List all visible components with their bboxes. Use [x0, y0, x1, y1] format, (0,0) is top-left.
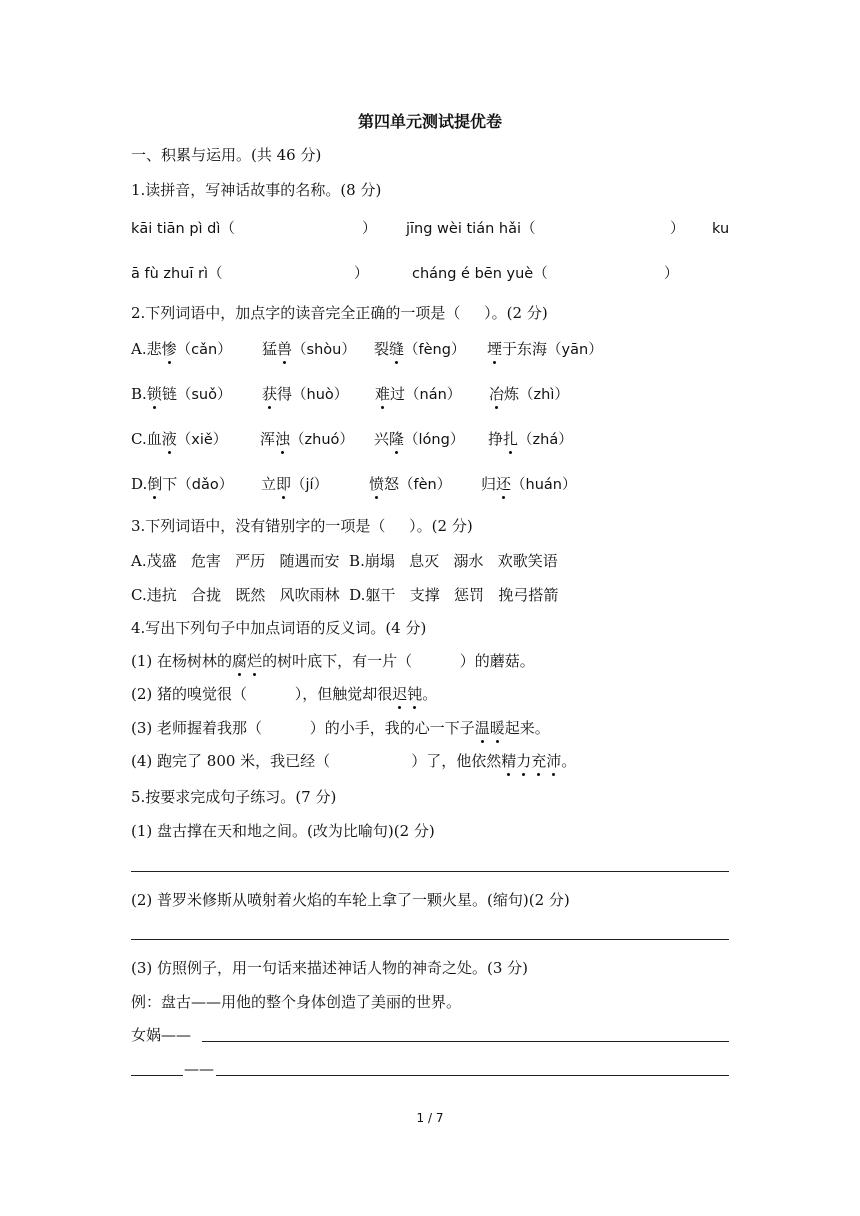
- dotted-char: 烂: [247, 652, 263, 670]
- q5-part-3: (3) 仿照例子，用一句话来描述神话人物的神奇之处。(3 分): [131, 959, 529, 977]
- question-4-stem: 4.写出下列句子中加点词语的反义词。(4 分): [131, 619, 427, 637]
- q2-option-item: [131, 384, 231, 405]
- dotted-char: 倒: [147, 475, 163, 493]
- word-text: 猛: [262, 340, 278, 358]
- pinyin-reading: （nán）: [405, 387, 462, 403]
- sentence-text: 。: [561, 752, 577, 770]
- q2-option-item: [374, 339, 465, 360]
- pinyin-reading: （zhuó）: [290, 432, 354, 448]
- question-5-stem: 5.按要求完成句子练习。(7 分): [131, 788, 337, 806]
- q2-option-item: [489, 384, 569, 405]
- word-text: 于东海: [502, 340, 548, 358]
- q4-sentence-4: [131, 751, 576, 771]
- q1-pinyin-changebenyue: cháng é bēn yuè（: [412, 266, 548, 282]
- pinyin-reading: （shòu）: [292, 342, 356, 358]
- dotted-char: 浊: [275, 430, 291, 448]
- q2-option-item: [488, 429, 573, 450]
- dotted-char: 沛: [546, 752, 562, 770]
- word-text: 链: [161, 385, 177, 403]
- pinyin-reading: （dǎo）: [177, 477, 234, 493]
- dotted-char: 惨: [161, 340, 177, 358]
- q5-nuwa-label: 女娲——: [131, 1026, 192, 1044]
- sentence-text: 。: [422, 685, 438, 703]
- sentence-text: 的树叶底下，有一片（ ）的蘑菇。: [262, 652, 535, 670]
- word-text: 炼: [504, 385, 520, 403]
- word-text: 过: [390, 385, 406, 403]
- q2-option-item: [262, 339, 356, 360]
- dotted-char: 难: [375, 385, 391, 403]
- dotted-char: 兽: [277, 340, 293, 358]
- word-text: 立: [261, 475, 277, 493]
- word-text: 浑: [260, 430, 276, 448]
- pinyin-reading: （fèn）: [399, 477, 452, 493]
- word-text: 归: [481, 475, 497, 493]
- q5-dash: ——: [184, 1060, 214, 1078]
- dotted-char: 还: [496, 475, 512, 493]
- q4-sentence-3: [131, 718, 550, 738]
- q2-option-item: [481, 474, 577, 495]
- q2-option-item: [375, 384, 461, 405]
- q1-paren-close: ）: [664, 266, 679, 282]
- dotted-char: 愤: [369, 475, 385, 493]
- pinyin-reading: （fèng）: [404, 342, 466, 358]
- pinyin-reading: （suǒ）: [176, 387, 232, 403]
- word-text: 血: [146, 430, 162, 448]
- q2-option-item: [374, 429, 464, 450]
- dotted-char: 隆: [389, 430, 405, 448]
- word-text: 裂: [374, 340, 390, 358]
- q2-option-item: [131, 429, 227, 450]
- dotted-char: 获: [262, 385, 278, 403]
- dotted-char: 暖: [489, 719, 505, 737]
- pinyin-reading: （xiě）: [176, 432, 228, 448]
- q1-pinyin-jingweitianhai: jīng wèi tián hǎi（: [406, 221, 536, 237]
- answer-line[interactable]: [202, 1041, 729, 1042]
- q2-option-item: [262, 384, 348, 405]
- q1-paren-close: ）: [362, 221, 377, 237]
- pinyin-reading: （cǎn）: [176, 342, 232, 358]
- answer-line[interactable]: [216, 1075, 729, 1076]
- q2-option-item: [131, 339, 232, 360]
- word-text: 怒: [384, 475, 400, 493]
- sentence-text: 起来。: [504, 719, 550, 737]
- sentence-text: (4) 跑完了 800 米，我已经（ ）了，他依然: [131, 752, 502, 770]
- q2-option-item: [487, 339, 603, 360]
- sentence-text: (2) 猪的嗅觉很（ ），但触觉却很: [131, 685, 393, 703]
- dotted-char: 钝: [407, 685, 423, 703]
- dotted-char: 温: [474, 719, 490, 737]
- option-letter: B.: [131, 385, 147, 403]
- pinyin-reading: （huò）: [292, 387, 349, 403]
- dotted-char: 即: [276, 475, 292, 493]
- q1-pinyin-kaitianpidi: kāi tiān pì dì（: [131, 221, 235, 237]
- q4-sentence-1: [131, 651, 535, 671]
- word-text: 挣: [488, 430, 504, 448]
- q2-option-item: [261, 474, 328, 495]
- q5-example: 例：盘古——用他的整个身体创造了美丽的世界。: [131, 993, 462, 1011]
- pinyin-reading: （zhá）: [518, 432, 573, 448]
- answer-line[interactable]: [131, 939, 729, 940]
- dotted-char: 液: [161, 430, 177, 448]
- word-text: 兴: [374, 430, 390, 448]
- q1-pinyin-afuzhuiri: ā fù zhuī rì（: [131, 266, 223, 282]
- q2-option-item: [131, 474, 233, 495]
- question-1-stem: 1.读拼音，写神话故事的名称。(8 分): [131, 181, 382, 199]
- page-title: 第四单元测试提优卷: [357, 112, 502, 131]
- q4-sentence-2: [131, 684, 437, 704]
- dotted-char: 堙: [487, 340, 503, 358]
- pinyin-reading: （jí）: [291, 477, 329, 493]
- pinyin-reading: （zhì）: [519, 387, 569, 403]
- q1-pinyin-ku: ku: [712, 221, 730, 237]
- pinyin-reading: （yān）: [547, 342, 603, 358]
- dotted-char: 力: [516, 752, 532, 770]
- q2-option-item: [260, 429, 354, 450]
- section-heading: 一、积累与运用。(共 46 分): [131, 146, 322, 164]
- q1-paren-close: ）: [670, 221, 685, 237]
- sentence-text: (3) 老师握着我那（ ）的小手，我的心一下子: [131, 719, 475, 737]
- dotted-char: 冶: [489, 385, 505, 403]
- word-text: 悲: [146, 340, 162, 358]
- dotted-char: 腐: [232, 652, 248, 670]
- sentence-text: (1) 在杨树林的: [131, 652, 233, 670]
- word-text: 下: [162, 475, 178, 493]
- question-2-stem: 2.下列词语中，加点字的读音完全正确的一项是（ ）。(2 分): [131, 304, 548, 322]
- option-letter: A.: [131, 340, 147, 358]
- q5-part-1: (1) 盘古撑在天和地之间。(改为比喻句)(2 分): [131, 822, 435, 840]
- pinyin-reading: （lóng）: [404, 432, 465, 448]
- page-number: 1 / 7: [416, 1111, 444, 1125]
- dotted-char: 充: [531, 752, 547, 770]
- question-3-stem: 3.下列词语中，没有错别字的一项是（ ）。(2 分): [131, 517, 473, 535]
- question-3-options-cd: C.违抗 合拢 既然 风吹雨林 D.躯干 支撑 惩罚 挽弓搭箭: [131, 586, 559, 604]
- option-letter: C.: [131, 430, 147, 448]
- pinyin-reading: （huán）: [511, 477, 577, 493]
- dotted-char: 迟: [392, 685, 408, 703]
- dotted-char: 精: [501, 752, 517, 770]
- answer-line[interactable]: [131, 1075, 183, 1076]
- dotted-char: 扎: [503, 430, 519, 448]
- q2-option-item: [369, 474, 451, 495]
- q5-part-2: (2) 普罗米修斯从喷射着火焰的车轮上拿了一颗火星。(缩句)(2 分): [131, 891, 570, 909]
- word-text: 得: [277, 385, 293, 403]
- dotted-char: 缝: [389, 340, 405, 358]
- dotted-char: 锁: [146, 385, 162, 403]
- question-3-options-ab: A.茂盛 危害 严历 随遇而安 B.崩塌 息灭 溺水 欢歌笑语: [131, 552, 558, 570]
- answer-line[interactable]: [131, 871, 729, 872]
- q1-paren-close: ）: [354, 266, 369, 282]
- option-letter: D.: [131, 475, 148, 493]
